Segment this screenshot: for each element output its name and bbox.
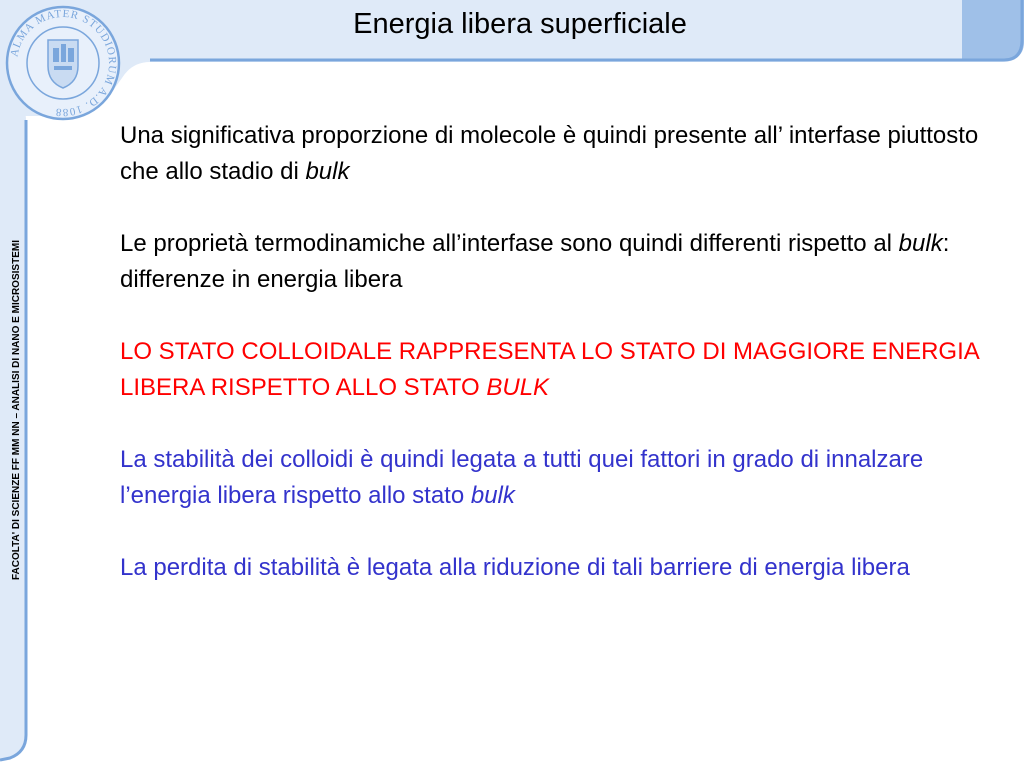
sidebar-faculty-label: FACOLTA' DI SCIENZE FF MM NN – ANALISI DI NANO E MICROSISTEMI [11, 240, 22, 580]
paragraph-text: La perdita di stabilità è legata alla riduzione di tali barriere di energia libera [120, 554, 910, 581]
paragraph-4 [120, 442, 990, 514]
italic-term: bulk [470, 482, 515, 509]
paragraph-text: Le proprietà termodinamiche all’interfase sono quindi differenti rispetto al [120, 230, 899, 257]
paragraph-5 [120, 550, 990, 586]
paragraph-text: Una significativa proporzione di molecole è quindi presente all’ interfase piuttosto che allo stadio di [120, 122, 979, 185]
paragraph-text: La stabilità dei colloidi è quindi legata a tutti quei fattori in grado di innalzare l’energia libera rispetto allo stato [120, 446, 924, 509]
slide-body [120, 118, 990, 622]
paragraph-text: : differenze in energia libera [120, 230, 950, 293]
seal-text: ALMA MATER STUDIORUM A.D. 1088 [8, 7, 119, 119]
slide-title: Energia libera superficiale [353, 8, 687, 40]
paragraph-3 [120, 334, 990, 406]
italic-term: bulk [898, 230, 943, 257]
italic-term: BULK [486, 374, 550, 401]
italic-term: bulk [305, 158, 350, 185]
university-seal-logo [4, 4, 122, 122]
top-banner-right [962, 0, 1024, 60]
paragraph-text: LO STATO COLLOIDALE RAPPRESENTA LO STATO DI MAGGIORE ENERGIA LIBERA RISPETTO ALLO STATO [120, 338, 979, 401]
paragraph-2 [120, 226, 990, 298]
paragraph-1 [120, 118, 990, 190]
